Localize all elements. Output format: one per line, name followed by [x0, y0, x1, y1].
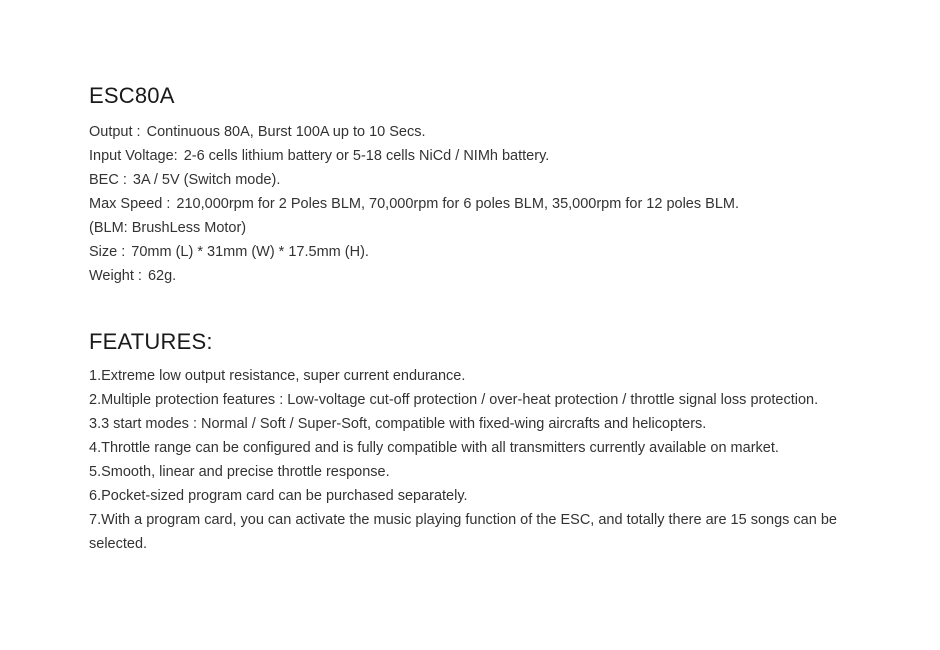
product-description: [89, 80, 879, 556]
feature-item: 1.Extreme low output resistance, super current endurance.: [89, 368, 466, 384]
spec-label: Weight :: [89, 268, 142, 284]
spec-value: 62g.: [147, 268, 177, 284]
spec-label: BEC :: [89, 172, 127, 188]
feature-item: 7.With a program card, you can activate the music playing function of the ESC, and totally there are 15 songs can be selected.: [89, 512, 837, 552]
spec-value: 210,000rpm for 2 Poles BLM, 70,000rpm for 6 poles BLM, 35,000rpm for 12 poles BLM.: [176, 196, 739, 212]
spec-value: 70mm (L) * 31mm (W) * 17.5mm (H).: [131, 244, 369, 260]
spec-value: 3A / 5V (Switch mode).: [132, 172, 281, 188]
feature-item: 3.3 start modes : Normal / Soft / Super-Soft, compatible with fixed-wing aircrafts and helicopters.: [89, 416, 707, 432]
feature-list: [89, 364, 879, 556]
spec-item-max-speed: [89, 192, 879, 216]
spec-label: Input Voltage:: [89, 148, 178, 164]
spec-list: [89, 120, 879, 288]
product-title: ESC80A: [89, 83, 175, 108]
spec-item-blm-note: [89, 216, 879, 240]
spec-label: Size :: [89, 244, 126, 260]
spec-item-size: [89, 240, 879, 264]
feature-item: 5.Smooth, linear and precise throttle response.: [89, 464, 390, 480]
feature-item: 4.Throttle range can be configured and is fully compatible with all transmitters currently available on market.: [89, 440, 779, 456]
section-spacer: [89, 288, 879, 326]
feature-item: 6.Pocket-sized program card can be purchased separately.: [89, 488, 468, 504]
spec-item-output: [89, 120, 879, 144]
spec-item-input-voltage: [89, 144, 879, 168]
spec-label: Max Speed :: [89, 196, 171, 212]
features-heading: FEATURES:: [89, 329, 213, 354]
spec-value: 2-6 cells lithium battery or 5-18 cells NiCd / NIMh battery.: [183, 148, 550, 164]
spec-note: (BLM: BrushLess Motor): [89, 220, 247, 236]
spec-label: Output :: [89, 124, 141, 140]
spec-item-weight: [89, 264, 879, 288]
spec-item-bec: [89, 168, 879, 192]
spec-value: Continuous 80A, Burst 100A up to 10 Secs.: [146, 124, 426, 140]
feature-item: 2.Multiple protection features : Low-voltage cut-off protection / over-heat protection / throttle signal loss protection.: [89, 392, 819, 408]
